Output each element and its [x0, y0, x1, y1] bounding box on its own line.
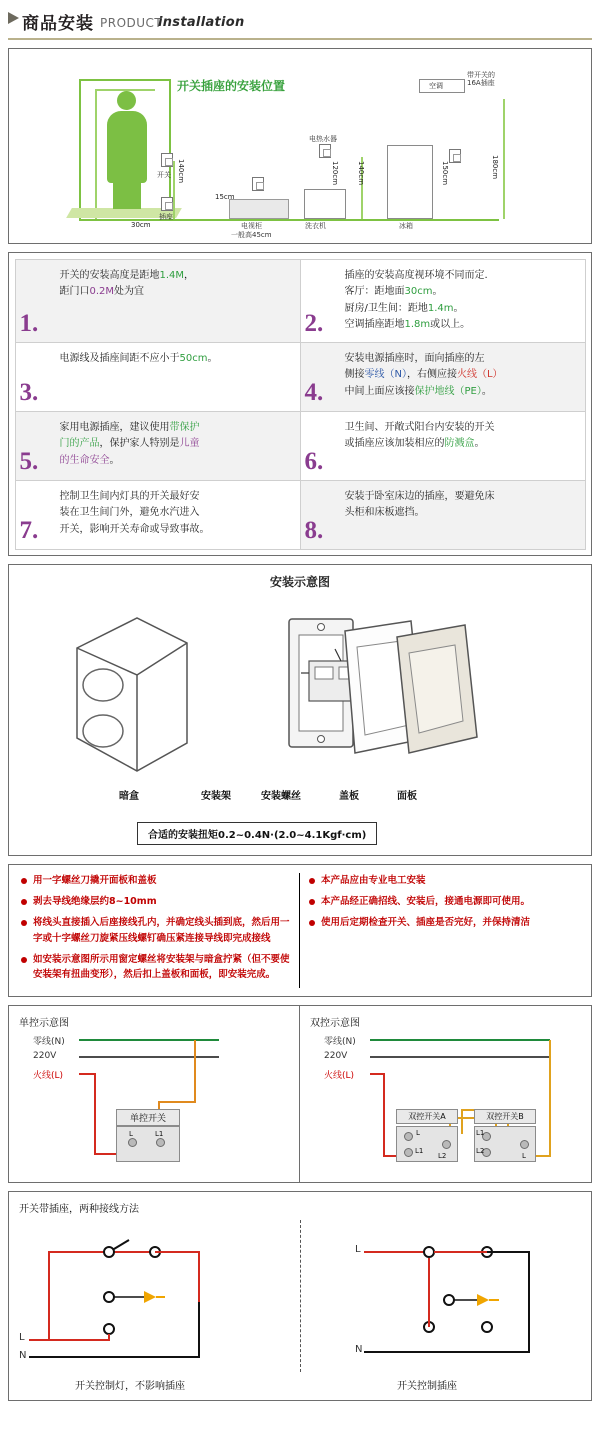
tip-number: 3. — [19, 378, 39, 406]
label-water-heater: 电热水器 — [309, 135, 337, 143]
dim-line — [173, 161, 175, 219]
left-caption: 开关控制灯，不影响插座 — [75, 1381, 185, 1393]
label-neutral: 零线(N) — [324, 1037, 356, 1048]
back-box-drawing — [67, 613, 197, 783]
page-title-en-bold: installation — [158, 15, 245, 30]
dim-fridge: 150cm — [441, 161, 449, 186]
pin-label-a-L2: L2 — [438, 1152, 447, 1161]
switch-socket-title: 开关带插座，两种接线方法 — [19, 1204, 139, 1216]
dim-socket-height: 30cm — [131, 221, 151, 229]
tip-text: 家用电源插座，建议使用带保护 门的产品，保护家人特别是儿童 的生命安全。 — [59, 421, 200, 466]
caption-back-box: 暗盒 — [119, 791, 139, 802]
label-voltage: 220V — [324, 1051, 348, 1062]
exploded-assembly-diagram — [8, 564, 592, 856]
dim-switch-height: 140cm — [177, 159, 185, 184]
socket-symbol — [252, 177, 264, 191]
face-panel-drawing — [381, 621, 491, 771]
double-switch-b-label: 双控开关B — [474, 1109, 536, 1124]
right-caption: 开关控制插座 — [397, 1381, 457, 1393]
note-item: 如安装示意图所示用窗定螺丝将安装架与暗盒拧紧（但不要使安装架有扭曲变形），然后扣上盖板和面板，即安装完成。 — [19, 952, 293, 982]
tip-8 — [300, 480, 586, 550]
note-item: 使用后定期检查开关、插座是否完好，并保持清洁 — [307, 915, 581, 930]
label-voltage: 220V — [33, 1051, 57, 1062]
room-line — [79, 79, 81, 219]
caption-face-panel: 面板 — [397, 791, 417, 802]
pin-label-L1: L1 — [155, 1130, 164, 1139]
tip-text: 安装于卧室床边的插座，要避免床 头柜和床板遮挡。 — [344, 490, 495, 518]
tip-number: 7. — [19, 516, 39, 544]
tip-text: 安装电源插座时，面向插座的左 侧接零线（N），右侧应接火线（L） 中间上面应该接保护地线（PE）。 — [344, 352, 503, 397]
note-item: 本产品应由专业电工安装 — [307, 873, 581, 888]
room-line — [95, 89, 97, 219]
tip-text: 卫生间、开敞式阳台内安装的开关 或插座应该加装相应的防溅盒。 — [344, 421, 495, 449]
fridge — [387, 145, 433, 219]
caption-screws: 安装螺丝 — [261, 791, 301, 802]
page-title-en-small: PRODUCT — [100, 16, 163, 30]
tip-text: 电源线及插座间距不应小于50cm。 — [59, 352, 218, 364]
single-control-title: 单控示意图 — [19, 1018, 69, 1030]
tip-number: 2. — [304, 309, 324, 337]
tip-number: 4. — [304, 378, 324, 406]
notes-left-column — [19, 873, 293, 988]
pin-label-L: L — [129, 1130, 133, 1139]
socket-symbol — [319, 144, 331, 158]
label-neutral: 零线(N) — [33, 1037, 65, 1048]
exploded-title: 安装示意图 — [269, 575, 330, 589]
socket-symbol — [449, 149, 461, 163]
label-live: 火线(L) — [33, 1071, 64, 1082]
dim-mid: 140cm — [357, 161, 365, 186]
tv-cabinet — [229, 199, 289, 219]
tip-5 — [15, 411, 301, 481]
dim-line — [503, 99, 505, 219]
dim-cabinet: 15cm — [215, 193, 235, 201]
installation-position-illustration — [8, 48, 592, 244]
label-tv-cabinet: 电视柜 — [241, 222, 262, 230]
tip-text: 开关的安装高度是距地1.4M， 距门口0.2M处为宜 — [59, 269, 195, 297]
label-live: 火线(L) — [324, 1071, 355, 1082]
right-label-L: L — [355, 1244, 361, 1256]
single-control-diagram — [9, 1006, 300, 1182]
tips-grid — [15, 259, 585, 549]
tip-4 — [300, 342, 586, 412]
note-item: 用一字螺丝刀撬开面板和盖板 — [19, 873, 293, 888]
double-control-title: 双控示意图 — [310, 1018, 360, 1030]
note-item: 将线头直接插入后座接线孔内，并确定线头插到底，然后用一字或十字螺丝刀旋紧压线螺钉确压紧连接导线即完成接线 — [19, 915, 293, 945]
tip-2 — [300, 259, 586, 343]
left-label-L: L — [19, 1332, 25, 1344]
single-switch-label: 单控开关 — [116, 1109, 180, 1126]
right-label-N: N — [355, 1344, 363, 1356]
pin-label-a-L1: L1 — [415, 1147, 424, 1156]
dim-washer: 120cm — [331, 161, 339, 186]
pin-label-b-L1: L1 — [476, 1129, 485, 1138]
dim-ac: 180cm — [491, 155, 499, 180]
page-title: 商品安装 — [22, 14, 94, 34]
label-switch: 开关 — [157, 171, 171, 179]
room-line — [79, 79, 169, 81]
tip-number: 6. — [304, 447, 324, 475]
tip-3 — [15, 342, 301, 412]
tip-number: 8. — [304, 516, 324, 544]
tip-1 — [15, 259, 301, 343]
header-triangle-icon — [8, 12, 19, 24]
label-washing-machine: 洗衣机 — [305, 222, 326, 230]
label-socket: 插座 — [159, 213, 173, 221]
switch-socket-wiring-panel — [8, 1191, 592, 1401]
tip-number: 5. — [19, 447, 39, 475]
single-switch-body — [116, 1126, 180, 1162]
switch-symbol — [161, 153, 173, 167]
wiring-diagrams-panel — [8, 1005, 592, 1183]
caption-mount-frame: 安装架 — [201, 791, 231, 802]
caption-cover-plate: 盖板 — [339, 791, 359, 802]
note-item: 剥去导线绝缘层约8~10mm — [19, 894, 293, 909]
tip-6 — [300, 411, 586, 481]
switch-socket-wires — [9, 1192, 593, 1402]
tip-text: 插座的安装高度视环境不同而定. 客厅：距地面30cm。 厨房/卫生间：距地1.4m。 空调插座距地1.8m或以上。 — [344, 269, 488, 330]
socket-symbol — [161, 197, 173, 211]
person-figure — [105, 91, 149, 209]
illustration-title: 开关插座的安装位置 — [177, 79, 286, 93]
page-header — [8, 6, 592, 40]
tip-text: 控制卫生间内灯具的开关最好安 装在卫生间门外，避免水汽进入 开关，影响开关寿命或导致事故。 — [59, 490, 210, 535]
double-switch-a-label: 双控开关A — [396, 1109, 458, 1124]
double-control-diagram — [300, 1006, 591, 1182]
pin-label-a-L: L — [416, 1129, 420, 1138]
pin-label-b-L: L — [522, 1152, 526, 1161]
washing-machine — [304, 189, 346, 219]
notes-grid — [19, 873, 581, 988]
note-item: 本产品经正确招线、安装后，接通电源即可使用。 — [307, 894, 581, 909]
torque-note: 合适的安装扭矩0.2~0.4N·(2.0~4.1Kgf·cm) — [137, 822, 377, 845]
installation-tips-panel — [8, 252, 592, 556]
left-label-N: N — [19, 1350, 27, 1362]
tip-number: 1. — [19, 309, 39, 337]
label-fridge: 冰箱 — [399, 222, 413, 230]
label-general-height: 一般高45cm — [231, 231, 272, 239]
installation-notes-panel — [8, 864, 592, 997]
pin-label-b-L2: L2 — [476, 1147, 485, 1156]
tip-7 — [15, 480, 301, 550]
label-switched-16a: 带开关的16A插座 — [467, 71, 495, 88]
notes-right-column — [307, 873, 581, 988]
label-air-conditioner: 空调 — [429, 82, 443, 90]
